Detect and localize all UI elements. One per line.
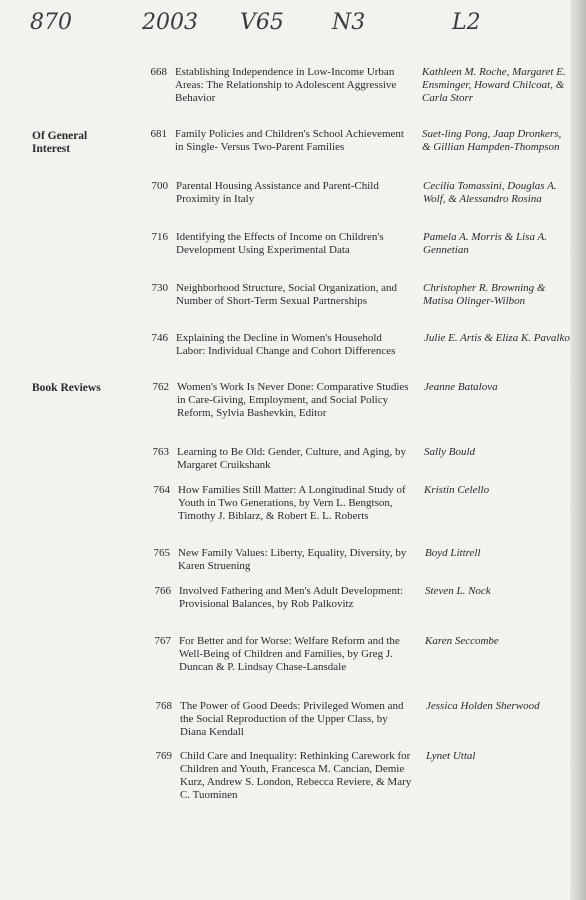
article-title: Identifying the Effects of Income on Children's Development Using Experimental Data bbox=[176, 231, 384, 256]
article-title: Family Policies and Children's School Achievement in Single- Versus Two-Parent Families bbox=[175, 128, 404, 153]
article-authors: Kristin Celello bbox=[424, 484, 490, 496]
article-authors: Cecilia Tomassini, Douglas A. Wolf, & Alessandro Rosina bbox=[423, 180, 557, 205]
article-title: For Better and for Worse: Welfare Reform and the Well-Being of Children and Families, by Greg J. Duncan & P. Lindsay Chase-Lansdale bbox=[179, 635, 400, 673]
article-title: New Family Values: Liberty, Equality, Diversity, by Karen Struening bbox=[178, 547, 407, 572]
article-authors: Julie E. Artis & Eliza K. Pavalko bbox=[424, 332, 570, 344]
article-title: Neighborhood Structure, Social Organization, and Number of Short-Term Sexual Partnerships bbox=[176, 282, 397, 307]
article-title: Establishing Independence in Low-Income Urban Areas: The Relationship to Adolescent Aggressive Behavior bbox=[175, 66, 397, 104]
article-title: Learning to Be Old: Gender, Culture, and Aging, by Margaret Cruikshank bbox=[177, 446, 406, 471]
article-authors: Christopher R. Browning & Matisa Olinger-Wilbon bbox=[423, 282, 546, 307]
article-authors: Jessica Holden Sherwood bbox=[426, 700, 540, 712]
article-authors: Steven L. Nock bbox=[425, 585, 491, 597]
page-number: 730 bbox=[151, 282, 168, 294]
page-number: 768 bbox=[155, 700, 172, 712]
article-title: The Power of Good Deeds: Privileged Women and the Social Reproduction of the Upper Class, by Diana Kendall bbox=[180, 700, 404, 738]
page-number: 700 bbox=[151, 180, 168, 192]
page-number: 668 bbox=[150, 66, 167, 78]
article-authors: Kathleen M. Roche, Margaret E. Ensminger, Howard Chilcoat, & Carla Storr bbox=[422, 66, 566, 104]
article-authors: Lynet Uttal bbox=[426, 750, 476, 762]
article-authors: Pamela A. Morris & Lisa A. Gennetian bbox=[423, 231, 547, 256]
article-title: Parental Housing Assistance and Parent-Child Proximity in Italy bbox=[176, 180, 379, 205]
page-number: 766 bbox=[154, 585, 171, 597]
page-number: 765 bbox=[153, 547, 170, 559]
article-authors: Karen Seccombe bbox=[425, 635, 499, 647]
page-number: 681 bbox=[150, 128, 167, 140]
handwritten-annotation bbox=[0, 10, 586, 50]
article-title: Child Care and Inequality: Rethinking Carework for Children and Youth, Francesca M. Cancian, Demie Kurz, Andrew S. London, Rebecca Reviere, & Mary C. Tuominen bbox=[180, 750, 412, 801]
article-title: Involved Fathering and Men's Adult Development: Provisional Balances, by Rob Palkovitz bbox=[179, 585, 404, 610]
article-authors: Sally Bould bbox=[424, 446, 476, 458]
handwritten-mark: L2 bbox=[452, 10, 481, 35]
article-authors: Boyd Littrell bbox=[425, 547, 481, 559]
page-number: 764 bbox=[153, 484, 170, 496]
section-label-book-reviews: Book Reviews bbox=[32, 382, 101, 394]
page-number: 767 bbox=[154, 635, 171, 647]
page-number: 746 bbox=[151, 332, 168, 344]
article-authors: Jeanne Batalova bbox=[424, 381, 498, 393]
handwritten-year: 2003 bbox=[142, 10, 198, 35]
page-number: 716 bbox=[151, 231, 168, 243]
page-number: 763 bbox=[152, 446, 169, 458]
handwritten-volume: V65 bbox=[240, 10, 284, 35]
article-title: Explaining the Decline in Women's Household Labor: Individual Change and Cohort Differences bbox=[176, 332, 396, 357]
article-title: Women's Work Is Never Done: Comparative Studies in Care-Giving, Employment, and Social Policy Reform, Sylvia Bashevkin, Editor bbox=[177, 381, 409, 419]
article-authors: Suet-ling Pong, Jaap Dronkers, & Gillian Hampden-Thompson bbox=[422, 128, 562, 153]
handwritten-call-number: 870 bbox=[30, 10, 72, 35]
article-title: How Families Still Matter: A Longitudinal Study of Youth in Two Generations, by Vern L. Bengtson, Timothy J. Biblarz, & Robert E. L. Roberts bbox=[178, 484, 406, 522]
section-label-general-interest: Of General Interest bbox=[32, 130, 88, 155]
handwritten-number: N3 bbox=[332, 10, 366, 35]
page-number: 762 bbox=[152, 381, 169, 393]
page-number: 769 bbox=[155, 750, 172, 762]
